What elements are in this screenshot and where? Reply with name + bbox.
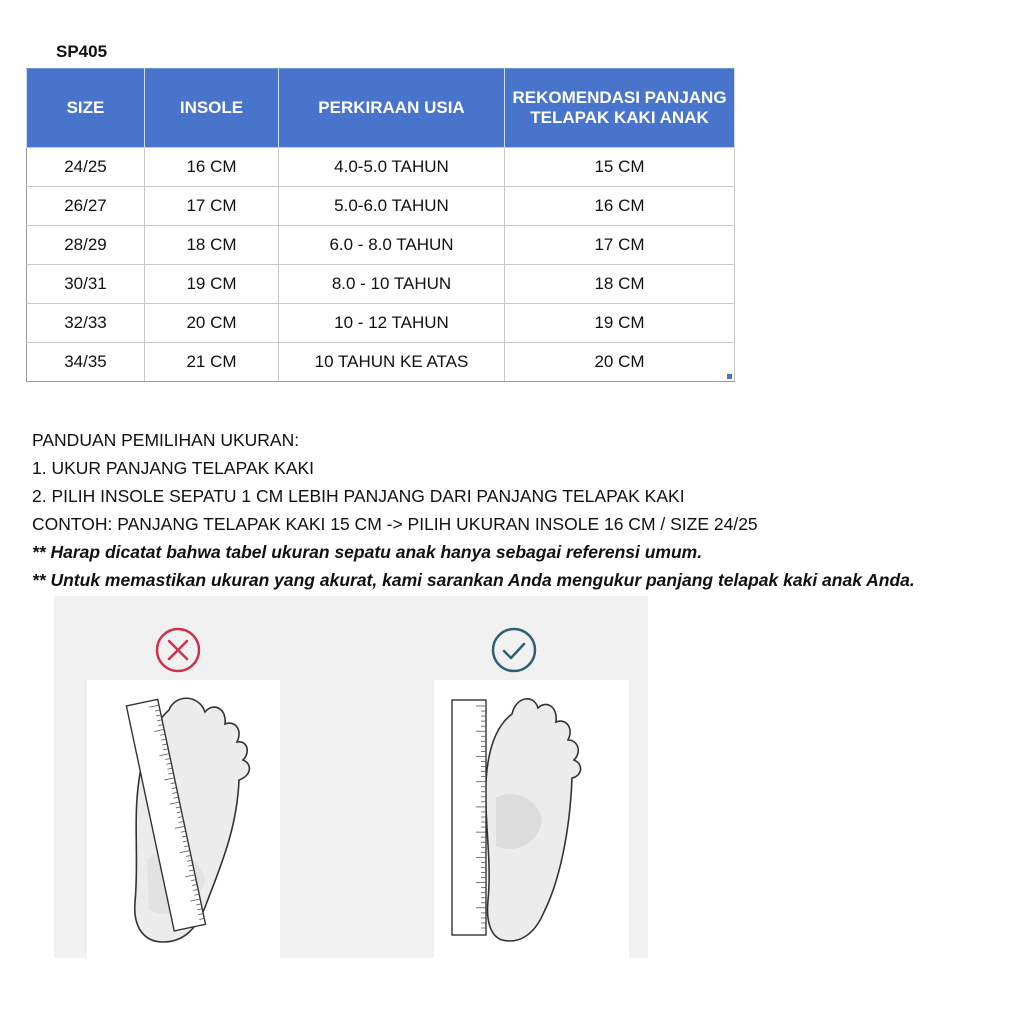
guide-note-2: ** Untuk memastikan ukuran yang akurat, kami sarankan Anda mengukur panjang telapak kaki anak Anda.	[32, 570, 915, 590]
cell-size: 28/29	[27, 226, 145, 265]
table-row	[27, 343, 735, 382]
straight-ruler-foot-image	[434, 680, 629, 958]
cell-insole: 21 CM	[145, 343, 279, 382]
product-code: SP405	[56, 42, 108, 61]
cell-insole: 16 CM	[145, 148, 279, 187]
cell-age: 4.0-5.0 TAHUN	[279, 148, 505, 187]
cell-insole: 17 CM	[145, 187, 279, 226]
guide-step-1: 1. UKUR PANJANG TELAPAK KAKI	[32, 458, 315, 478]
wrong-measurement-panel	[87, 680, 280, 958]
cell-age: 8.0 - 10 TAHUN	[279, 265, 505, 304]
cell-age: 6.0 - 8.0 TAHUN	[279, 226, 505, 265]
cell-size: 26/27	[27, 187, 145, 226]
table-row	[27, 148, 735, 187]
table-corner-handle	[727, 374, 732, 379]
cell-foot-length: 18 CM	[505, 265, 735, 304]
table-row	[27, 187, 735, 226]
table-row	[27, 226, 735, 265]
check-circle-icon	[490, 626, 538, 674]
size-guide	[32, 426, 915, 594]
size-chart-table	[26, 68, 735, 382]
guide-step-2: 2. PILIH INSOLE SEPATU 1 CM LEBIH PANJANG DARI PANJANG TELAPAK KAKI	[32, 486, 685, 506]
cell-size: 24/25	[27, 148, 145, 187]
guide-title: PANDUAN PEMILIHAN UKURAN:	[32, 430, 300, 450]
cell-foot-length: 20 CM	[505, 343, 735, 382]
header-insole: INSOLE	[145, 69, 279, 148]
cell-foot-length: 15 CM	[505, 148, 735, 187]
cell-foot-length: 17 CM	[505, 226, 735, 265]
cell-age: 10 - 12 TAHUN	[279, 304, 505, 343]
cell-foot-length: 16 CM	[505, 187, 735, 226]
cell-size: 30/31	[27, 265, 145, 304]
header-age: PERKIRAAN USIA	[279, 69, 505, 148]
x-circle-icon	[154, 626, 202, 674]
cell-foot-length: 19 CM	[505, 304, 735, 343]
table-row	[27, 304, 735, 343]
cell-insole: 18 CM	[145, 226, 279, 265]
cell-insole: 19 CM	[145, 265, 279, 304]
cell-size: 34/35	[27, 343, 145, 382]
guide-note-1: ** Harap dicatat bahwa tabel ukuran sepatu anak hanya sebagai referensi umum.	[32, 542, 703, 562]
header-size: SIZE	[27, 69, 145, 148]
cell-size: 32/33	[27, 304, 145, 343]
tilted-ruler-foot-image	[87, 680, 280, 958]
guide-example: CONTOH: PANJANG TELAPAK KAKI 15 CM -> PILIH UKURAN INSOLE 16 CM / SIZE 24/25	[32, 514, 758, 534]
cell-insole: 20 CM	[145, 304, 279, 343]
measurement-illustration	[54, 596, 648, 958]
cell-age: 10 TAHUN KE ATAS	[279, 343, 505, 382]
header-foot-length: REKOMENDASI PANJANG TELAPAK KAKI ANAK	[505, 69, 735, 148]
correct-measurement-panel	[434, 680, 629, 958]
table-row	[27, 265, 735, 304]
cell-age: 5.0-6.0 TAHUN	[279, 187, 505, 226]
table-header-row	[27, 69, 735, 148]
